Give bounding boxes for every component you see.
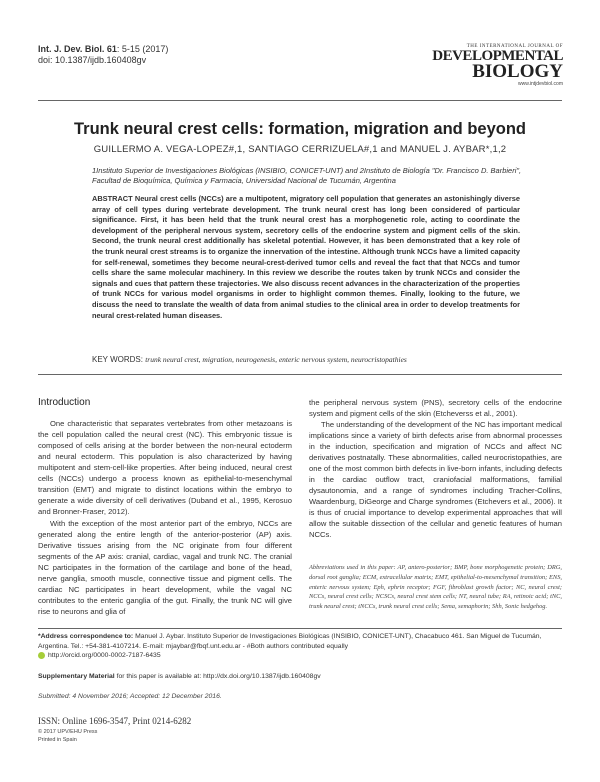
abbreviations-label: Abbreviations used in this paper: [309, 564, 396, 571]
doi: doi: 10.1387/ijdb.160408gv [38, 55, 147, 65]
supplementary-text: for this paper is available at: http://dx.doi.org/10.1387/ijdb.160408gv [116, 673, 321, 680]
logo-line-2: DEVELOPMENTAL [432, 48, 563, 64]
journal-pages: : 5-15 (2017) [116, 44, 169, 54]
abstract-text: Neural crest cells (NCCs) are a multipotent, migratory cell population that generates an astonishingly diverse array of cell types during vertebrate development. The trunk neural crest has long been considered of particular significance. First, it has been held that the trunk neural crest has a morphogenetic role, acting to coordinate the development of the peripheral nervous system, secretory cells of the endocrine system and pigment cells of the skin. Second, the trunk neural crest additionally has skeletal potential. However, it has been demonstrated that a key role of the trunk neural crest streams is to organize the innervation of the intestine. Although trunk NCCs have a limited capacity for self-renewal, sometimes they become neural-crest-derived tumor cells and reveal the fact that that NCCs and tumor cells share the same molecular machinery. In this review we describe the routes taken by trunk NCCs and consider the signals and cues that pattern these trajectories. We also discuss recent advances in the characterization of the properties of trunk NCCs for various model organisms in order to highlight common themes. Finally, looking to the future, we discuss the need to translate the wealth of data from animal studies to the clinical area in order to develop treatments for neural crest-related human diseases. [92, 194, 520, 320]
abstract-label: ABSTRACT [92, 194, 133, 203]
abstract-rule [38, 374, 562, 375]
correspondence-label: *Address correspondence to: [38, 633, 134, 640]
paragraph: With the exception of the most anterior part of the embryo, NCCs are generated along the entire length of the anterior-posterior (AP) axis. Derivative tissues arising from the NC originate from four different segments of the AP axis: cranial, cardiac, vagal and trunk NC. The cranial NC participates in the formation of the cartilage and bone of the head, nerve ganglia, smooth muscle, connective tissue and pigment cells. The cardiac NC participates in heart development, while the vagal NC contributes to the enteric ganglia of the gut. Finally, the trunk NC will give rise to neurons and glia of [38, 519, 292, 616]
correspondence [38, 632, 562, 661]
correspondence-text: Manuel J. Aybar. Instituto Superior de Investigaciones Biológicas (INSIBIO, CONICET-UNT), Chacabuco 461. San Miguel de Tucumán, Argentina. Tel.: +54-381-4107214. E-mail: mjaybar@fbqf.unt.edu.ar - #Both authors contributed equally [38, 633, 542, 650]
intro-right-column [309, 397, 562, 540]
keywords-label: KEY WORDS: [92, 355, 143, 364]
logo-line-1: THE INTERNATIONAL JOURNAL OF [466, 44, 563, 49]
press-line: © 2017 UPV/EHU Press [38, 729, 98, 735]
issn: ISSN: Online 1696-3547, Print 0214-6282 [38, 716, 192, 726]
paragraph: One characteristic that separates vertebrates from other metazoans is the cell population called the neural crest (NC). This embryonic tissue is composed of cells arising at the border between the non-neural ectoderm and neural ectoderm. This population is also characterized by having multipotent and stem-cell-like properties. After being induced, neural crest cells (NCCs) undergo a process known as epithelial-to-mesenchymal transition (EMT) and migrate to distinct locations within the embryo to generate a wide diversity of cell derivatives (Duband et al., 1995, Kerosuo and Bronner-Fraser, 2012). [38, 419, 292, 516]
orcid-link[interactable]: http://orcid.org/0000-0002-7187-6435 [48, 652, 161, 659]
authors: GUILLERMO A. VEGA-LOPEZ#,1, SANTIAGO CERRIZUELA#,1 and MANUEL J. AYBAR*,1,2 [93, 144, 507, 155]
journal-header [38, 44, 168, 66]
journal-logo [413, 44, 563, 87]
journal-name: Int. J. Dev. Biol. 61 [38, 44, 117, 54]
affiliation: 1Instituto Superior de Investigaciones Biológicas (INSIBIO, CONICET-UNT) and 2Instituto de Biología "Dr. Francisco D. Barbieri", Facultad de Bioquímica, Química y Farmacia, Universidad Nacional de Tucumán, Argentina [92, 166, 522, 185]
keywords [92, 355, 522, 364]
logo-line-3: BIOLOGY [472, 61, 563, 82]
supplementary-label: Supplementary Material [38, 673, 115, 680]
abbreviations-text: AP, antero-posterior; BMP, bone morphogenetic protein; DRG, dorsal root ganglia; ECM, extracellular matrix; EMT, epithelial-to-mesenchymal transition; ENS, enteric nervous system; Eph, ephrin receptor; FGF, fibroblast growth factor; NC, neural crest; NCCs, neural crest cells; NCSCs, neural crest stem cells; NT, neural tube; RA, retinoic acid; tNC, trunk neural crest; tNCCs, trunk neural crest cells; Sema, semaphorin; Shh, Sonic hedgehog. [309, 564, 563, 611]
supplementary-material [38, 673, 562, 680]
logo-url: www.intjdevbiol.com [517, 81, 563, 87]
paper-title: Trunk neural crest cells: formation, migration and beyond [73, 120, 526, 138]
footnote-rule [38, 628, 562, 629]
section-heading: Introduction [38, 397, 91, 408]
press-info [38, 729, 97, 744]
paragraph: the peripheral nervous system (PNS), secretory cells of the endocrine system and pigment cells of the skin (Etcheverss et al., 2001). [309, 398, 562, 418]
header-rule [38, 100, 562, 101]
press-line: Printed in Spain [38, 736, 77, 743]
keywords-list: trunk neural crest, migration, neurogenesis, enteric nervous system, neurocristopathies [145, 355, 407, 364]
abstract [92, 194, 520, 321]
submission-dates: Submitted: 4 November 2016; Accepted: 12 December 2016. [38, 693, 222, 700]
abbreviations [309, 563, 562, 612]
paragraph: The understanding of the development of the NC has important medical implications since a variety of birth defects arise from abnormal processes in the induction, specification and migration of NCCs and affect NC derivatives postnatally. These abnormalities, called neurocristopathies, are one of the most common birth defects in live-born infants, including defects in the cardiac outflow tract, craniofacial malformations, familial dysautonomia, and a range of syndromes including Tracher-Collins, Waardenburg, DiGeorge and Charge syndromes (Etchevers et al., 2006). It is thus of crucial importance to develop experimental approaches that will allow the suitable dissection of the cellular and genetic features of human NCCs. [309, 420, 562, 539]
intro-left-column [38, 418, 292, 617]
orcid-icon [38, 652, 45, 659]
